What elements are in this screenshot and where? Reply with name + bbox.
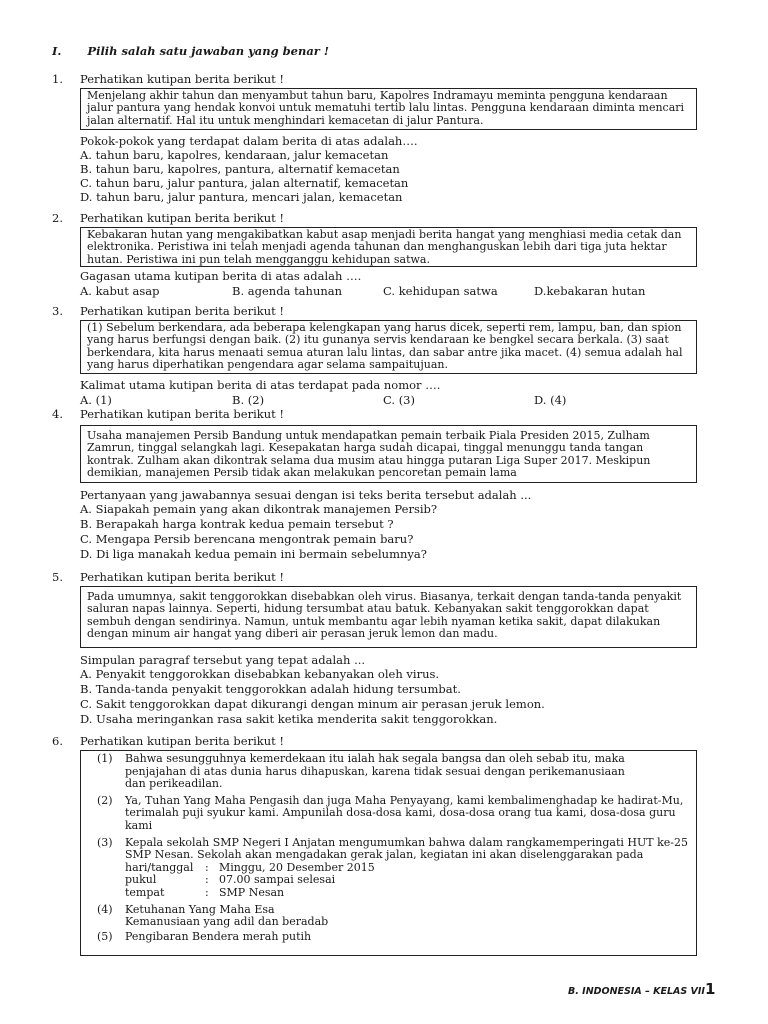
schedule-key: tempat [125, 885, 165, 899]
schedule-value: Minggu, 20 Desember 2015 [219, 860, 375, 874]
q6-passage-box [80, 750, 697, 956]
q4-passage-box [80, 425, 697, 483]
q6-item-4-number: (4) [97, 902, 113, 916]
q5-passage-box [80, 586, 697, 648]
q2-option-b[interactable]: B. agenda tahunan [232, 284, 343, 298]
q6-item-5-number: (5) [97, 929, 113, 943]
q2-option-d[interactable]: D.kebakaran hutan [534, 284, 646, 298]
q6-item-1 [81, 753, 645, 791]
q6-item-3-text: Kepala sekolah SMP Negeri I Anjatan mengumumkan bahwa dalam rangkamemperingati HUT ke-25 SMP Nesan. Sekolah akan mengadakan gerak jalan, kegiatan ini akan diselenggarakan pada [125, 835, 688, 862]
q6-item-2 [81, 795, 690, 833]
q5-header: Perhatikan kutipan berita berikut ! [80, 570, 285, 584]
q1-stem: Pokok-pokok yang terdapat dalam berita di atas adalah…. [80, 134, 418, 148]
q2-options-row [80, 284, 680, 298]
q6-number: 6. [52, 734, 63, 748]
q3-option-d[interactable]: D. (4) [534, 393, 567, 407]
section-number: I. [52, 44, 62, 58]
q3-option-c[interactable]: C. (3) [383, 393, 415, 407]
q4-option-b[interactable]: B. Berapakah harga kontrak kedua pemain tersebut ? [80, 517, 394, 531]
q6-item-2-text: Ya, Tuhan Yang Maha Pengasih dan juga Maha Penyayang, kami kembalimenghadap ke hadirat-Mu, terimalah puji syukur kami. Ampunilah dosa-dosa kami, dosa-dosa orang tua kami, dosa-dosa guru kami [125, 793, 684, 832]
q1-passage-box [80, 88, 697, 130]
q3-stem: Kalimat utama kutipan berita di atas terdapat pada nomor …. [80, 378, 441, 392]
q1-number: 1. [52, 72, 63, 86]
q6-item-3-number: (3) [97, 835, 113, 849]
q6-item-4 [81, 904, 690, 929]
schedule-key: hari/tanggal [125, 860, 194, 874]
schedule-key: pukul [125, 873, 157, 887]
q6-item-4-line-2: Kemanusiaan yang adil dan beradab [125, 915, 329, 929]
q3-number: 3. [52, 304, 63, 318]
schedule-value: 07.00 sampai selesai [219, 873, 336, 887]
q3-passage-box [80, 320, 697, 374]
q2-option-c[interactable]: C. kehidupan satwa [383, 284, 498, 298]
q3-header: Perhatikan kutipan berita berikut ! [80, 304, 285, 318]
q5-option-d[interactable]: D. Usaha meringankan rasa sakit ketika menderita sakit tenggorokkan. [80, 712, 498, 726]
q5-passage: Pada umumnya, sakit tenggorokkan disebabkan oleh virus. Biasanya, terkait dengan tanda-tanda penyakit saluran napas lainnya. Seperti, hidung tersumbat atau batuk. Kebanyakan sakit tenggorokkan dapat sembuh dengan sendirinya. Namun, untuk membantu agar lebih nyaman ketika sakit, dapat dilakukan dengan minum air hangat yang diberi air perasan jeruk lemon dan madu. [87, 590, 682, 641]
q6-item-1-number: (1) [97, 752, 113, 765]
schedule-colon: : [205, 885, 209, 899]
q1-option-d[interactable]: D. tahun baru, jalur pantura, mencari jalan, kemacetan [80, 190, 403, 204]
q1-option-b[interactable]: B. tahun baru, kapolres, pantura, alternatif kemacetan [80, 162, 400, 176]
q1-header: Perhatikan kutipan berita berikut ! [80, 72, 285, 86]
q2-number: 2. [52, 211, 63, 225]
q4-option-d[interactable]: D. Di liga manakah kedua pemain ini bermain sebelumnya? [80, 547, 427, 561]
footer-subject: B. INDONESIA – KELAS VII [568, 986, 705, 997]
q3-option-a[interactable]: A. (1) [80, 393, 112, 407]
q6-item-2-number: (2) [97, 793, 113, 807]
schedule-colon: : [205, 860, 209, 874]
q4-option-c[interactable]: C. Mengapa Persib berencana mengontrak pemain baru? [80, 532, 414, 546]
section-title [52, 44, 329, 58]
page-footer [568, 980, 715, 998]
q6-item-4-text: Ketuhanan Yang Maha Esa [125, 902, 275, 916]
q2-header: Perhatikan kutipan berita berikut ! [80, 211, 285, 225]
q4-option-a[interactable]: A. Siapakah pemain yang akan dikontrak manajemen Persib? [80, 502, 438, 516]
q2-passage: Kebakaran hutan yang mengakibatkan kabut asap menjadi berita hangat yang menghiasi media cetak dan elektronika. Peristiwa ini telah menjadi agenda tahunan dan menghanguskan lebih dari tiga juta hektar hutan. Peristiwa ini pun telah mengganggu kehidupan satwa. [87, 228, 682, 266]
q5-option-c[interactable]: C. Sakit tenggorokkan dapat dikurangi dengan minum air perasan jeruk lemon. [80, 697, 545, 711]
schedule-value: SMP Nesan [219, 885, 285, 899]
q6-schedule-row-2 [125, 874, 690, 887]
q1-option-c[interactable]: C. tahun baru, jalur pantura, jalan alternatif, kemacetan [80, 176, 409, 190]
q5-option-b[interactable]: B. Tanda-tanda penyakit tenggorokkan adalah hidung tersumbat. [80, 682, 461, 696]
q5-number: 5. [52, 570, 63, 584]
q2-stem: Gagasan utama kutipan berita di atas adalah …. [80, 269, 362, 283]
q2-option-a[interactable]: A. kabut asap [80, 284, 160, 298]
q3-option-b[interactable]: B. (2) [232, 393, 265, 407]
q4-header: Perhatikan kutipan berita berikut ! [80, 407, 285, 421]
q6-item-5 [81, 931, 690, 944]
q6-schedule-row-1 [125, 862, 690, 875]
q6-item-1-text: Bahwa sesungguhnya kemerdekaan itu ialah hak segala bangsa dan oleh sebab itu, maka penjajahan di atas dunia harus dihapuskan, karena tidak sesuai dengan perikemanusiaan dan perikeadilan. [125, 752, 625, 791]
q3-passage: (1) Sebelum berkendara, ada beberapa kelengkapan yang harus dicek, seperti rem, lampu, ban, dan spion yang harus berfungsi dengan baik. (2) itu gunanya servis kendaraan ke bengkel secara berkala. (3) saat berkendara, kita harus menaati semua aturan lalu lintas, dan sabar antre jika macet. (4) semua adalah hal yang harus diperhatikan pengendara agar selama sampaitujuan. [87, 321, 683, 372]
q4-stem: Pertanyaan yang jawabannya sesuai dengan isi teks berita tersebut adalah ... [80, 488, 532, 502]
q6-item-5-text: Pengibaran Bendera merah putih [125, 929, 312, 943]
q1-option-a[interactable]: A. tahun baru, kapolres, kendaraan, jalur kemacetan [80, 148, 389, 162]
q2-passage-box [80, 227, 697, 267]
section-instruction: Pilih salah satu jawaban yang benar ! [87, 44, 329, 58]
schedule-colon: : [205, 873, 209, 887]
q1-passage: Menjelang akhir tahun dan menyambut tahun baru, Kapolres Indramayu meminta pengguna kendaraan jalur pantura yang hendak konvoi untuk mematuhi tertib lalu lintas. Pengguna kendaraan diminta mencari jalan alternatif. Hal itu untuk menghindari kemacetan di jalur Pantura. [87, 89, 685, 127]
q3-options-row [80, 393, 680, 407]
q5-option-a[interactable]: A. Penyakit tenggorokkan disebabkan kebanyakan oleh virus. [80, 667, 440, 681]
q4-passage: Usaha manajemen Persib Bandung untuk mendapatkan pemain terbaik Piala Presiden 2015, Zulham Zamrun, tinggal selangkah lagi. Kesepakatan harga sudah dicapai, tinggal menunggu tanda tangan kontrak. Zulham akan dikontrak selama dua musim atau hingga putaran Liga Super 2017. Meskipun demikian, manajemen Persib tidak akan melakukan pencoretan pemain lama [87, 429, 651, 480]
q4-number: 4. [52, 407, 63, 421]
q5-stem: Simpulan paragraf tersebut yang tepat adalah ... [80, 653, 366, 667]
q6-schedule-row-3 [125, 887, 690, 900]
q6-header: Perhatikan kutipan berita berikut ! [80, 734, 285, 748]
page-number: 1 [704, 980, 716, 998]
q6-item-3 [81, 837, 690, 900]
